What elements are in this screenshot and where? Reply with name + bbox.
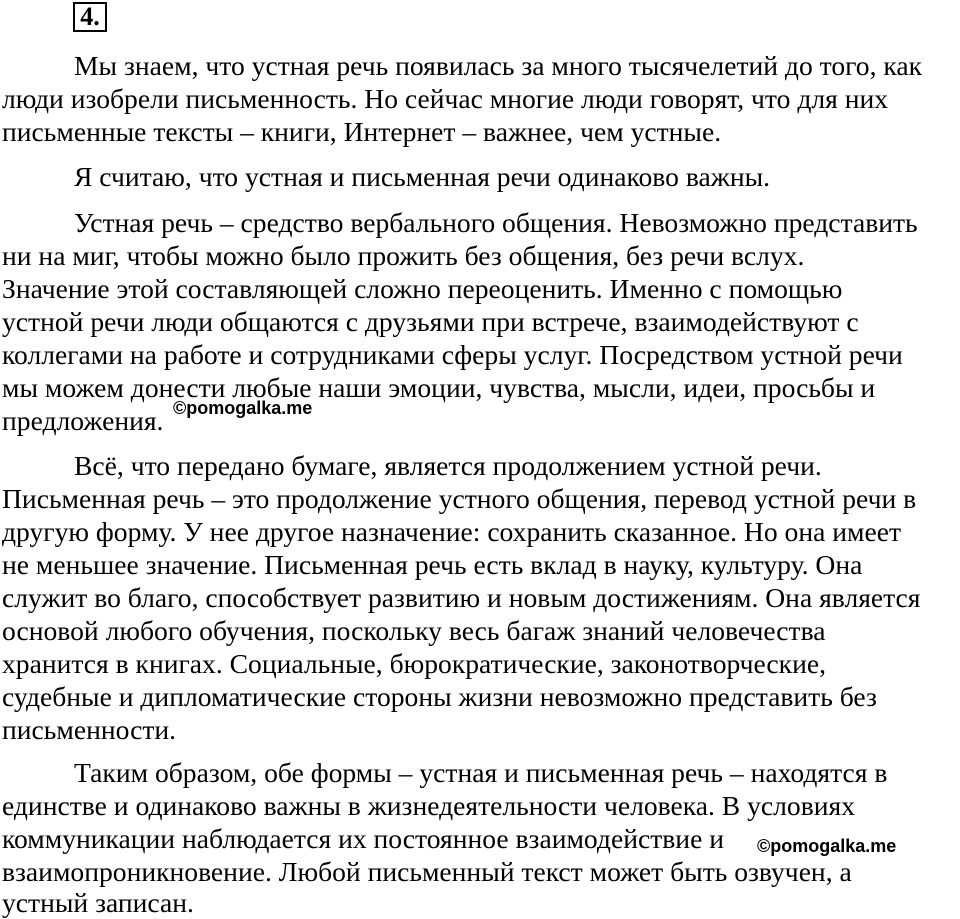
text-line: Всё, что передано бумаге, является продолжением устной речи. [74, 450, 822, 481]
text-line: не меньшее значение. Письменная речь есть вклад в науку, культуру. Она [2, 549, 863, 580]
text-line: коммуникации наблюдается их постоянное взаимодействие и [2, 823, 724, 854]
text-line: Мы знаем, что устная речь появилась за много тысячелетий до того, как [74, 50, 923, 81]
text-line: устный записан. [2, 887, 194, 918]
watermark: ©pomogalka.me [173, 398, 313, 418]
text-line: единстве и одинаково важны в жизнедеятельности человека. В условиях [2, 790, 855, 821]
text-line: взаимопроникновение. Любой письменный текст может быть озвучен, а [2, 856, 852, 887]
text-line: ни на миг, чтобы можно было прожить без общения, без речи вслух. [2, 240, 805, 271]
text-line: коллегами на работе и сотрудниками сферы услуг. Посредством устной речи [2, 339, 903, 370]
text-line: мы можем донести любые наши эмоции, чувства, мысли, идеи, просьбы и [2, 372, 876, 403]
text-line: Письменная речь – это продолжение устного общения, перевод устной речи в [2, 483, 917, 514]
task-number-box: 4. [73, 2, 107, 32]
text-line: устной речи люди общаются с друзьями при встрече, взаимодействуют с [2, 306, 859, 337]
text-line: другую форму. У нее другое назначение: сохранить сказанное. Но она имеет [2, 516, 902, 547]
text-line: судебные и дипломатические стороны жизни невозможно представить без [2, 681, 877, 712]
watermark: ©pomogalka.me [757, 836, 897, 856]
text-line: письменности. [2, 714, 177, 745]
text-line: Устная речь – средство вербального общения. Невозможно представить [74, 207, 918, 238]
text-line: Значение этой составляющей сложно переоценить. Именно с помощью [2, 273, 843, 304]
text-line: письменные тексты – книги, Интернет – важнее, чем устные. [2, 116, 722, 147]
text-line: люди изобрели письменность. Но сейчас многие люди говорят, что для них [2, 83, 889, 114]
text-line: Я считаю, что устная и письменная речи одинаково важны. [74, 161, 771, 192]
text-line: Таким образом, обе формы – устная и письменная речь – находятся в [74, 757, 888, 788]
text-line: предложения. [2, 405, 164, 436]
text-line: основой любого обучения, поскольку весь багаж знаний человечества [2, 615, 826, 646]
text-line: служит во благо, способствует развитию и новым достижениям. Она является [2, 582, 921, 613]
text-line: хранится в книгах. Социальные, бюрократические, законотворческие, [2, 648, 826, 679]
